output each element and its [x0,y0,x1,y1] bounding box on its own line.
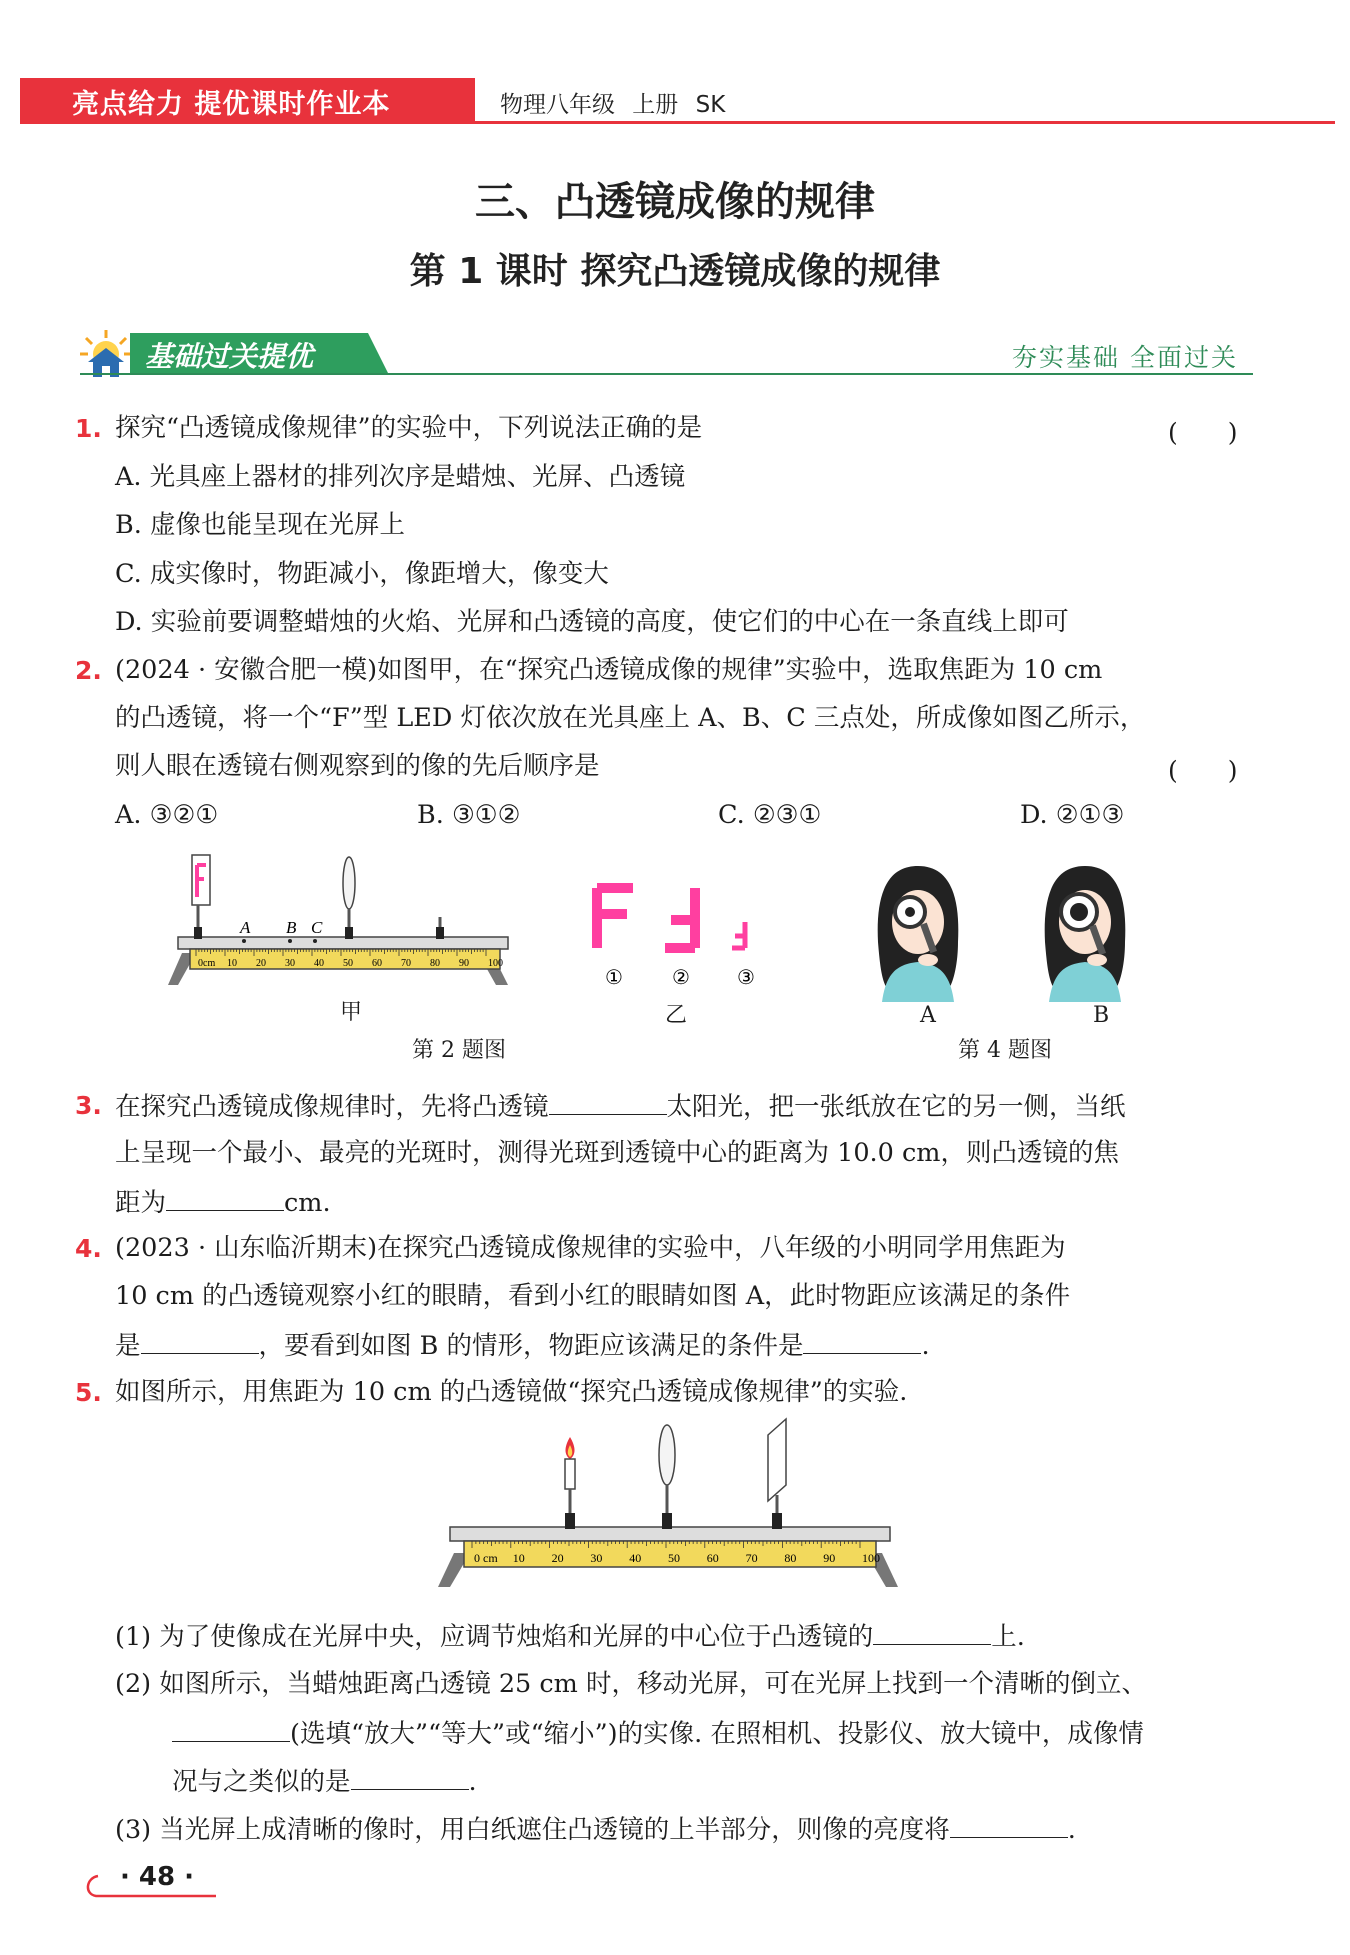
q2-option-d: D. ②①③ [1020,800,1125,830]
figure-5-optical-bench [430,1415,910,1595]
bench-tick-label: 30 [285,958,295,969]
q5-sub3 [115,1811,1076,1847]
lesson-title: 第 1 课时 探究凸透镜成像的规律 [409,251,941,292]
image-1-upright-f [597,888,633,948]
q2-option-b: B. ③①② [417,800,521,830]
q5-blank-2[interactable] [172,1715,290,1742]
figure-4-caption: 第 4 题图 [958,1038,1052,1063]
bench5-tick-label: 30 [590,1551,603,1565]
q1-option-c: C. 成实像时，物距减小，像距增大，像变大 [115,559,609,589]
q4-number: 4. [75,1234,102,1263]
q1-stem: 探究“凸透镜成像规律”的实验中，下列说法正确的是 [115,413,703,443]
bench5-tick-label: 70 [745,1551,758,1565]
point-label-c: C [311,918,323,937]
q5-text-3a: (3) 当光屏上成清晰的像时，用白纸遮住凸透镜的上半部分，则像的亮度将 [115,1815,950,1845]
q5-blank-3[interactable] [351,1763,469,1790]
q5-sub2-line-2 [172,1715,1144,1751]
q2-option-c: C. ②③① [718,800,822,830]
bench5-tick-label: 10 [512,1551,525,1565]
q5-blank-4[interactable] [950,1811,1068,1838]
header-brand: 亮点给力 提优课时作业本 [72,89,391,120]
q2-line-1: (2024 · 安徽合肥一模)如图甲，在“探究凸透镜成像的规律”实验中，选取焦距为 10 cm [115,655,1103,685]
figure-2-caption: 第 2 题图 [412,1038,506,1063]
point-label-a: A [240,918,251,937]
q5-text-1a: (1) 为了使像成在光屏中央，应调节烛焰和光屏的中心位于凸透镜的 [115,1622,874,1652]
q4-line-3 [115,1327,930,1363]
q4-text-3c: . [921,1331,930,1361]
q5-text-3b: . [1067,1815,1076,1845]
bench-tick-label: 0cm [198,958,216,969]
point-label-b: B [286,918,297,937]
bench5-tick-label: 90 [823,1551,836,1565]
q4-blank-2[interactable] [803,1327,921,1354]
figure-yi-label: 乙 [665,1003,688,1028]
q2-number: 2. [75,656,102,685]
bench-tick-label: 60 [372,958,382,969]
figure-jia-label: 甲 [340,1000,363,1025]
header-rule [20,121,1335,124]
section-rule [80,373,1253,375]
section-label: 基础过关提优 [145,340,314,373]
q5-text-2c: 况与之类似的是 [172,1767,351,1797]
q3-text-3a: 距为 [115,1188,167,1218]
q3-number: 3. [75,1091,102,1120]
q2-option-a: A. ③②① [115,800,219,830]
q1-option-a: A. 光具座上器材的排列次序是蜡烛、光屏、凸透镜 [115,462,686,492]
image-num-3: ③ [737,965,755,989]
q3-blank-1[interactable] [549,1088,667,1115]
q1-number: 1. [75,414,102,443]
house-lightbulb-icon [78,328,134,378]
page-number: · 48 · [120,1862,195,1892]
q2-line-2: 的凸透镜，将一个“F”型 LED 灯依次放在光具座上 A、B、C 三点处，所成像如图乙所示， [115,703,1146,733]
bench-tick-label: 70 [401,958,411,969]
bench5-tick-label: 20 [551,1551,564,1565]
bench5-tick-label: 80 [784,1551,797,1565]
section-slogan: 夯实基础 全面过关 [1012,343,1238,372]
q3-text-1a: 在探究凸透镜成像规律时，先将凸透镜 [115,1092,549,1122]
chapter-title: 三、凸透镜成像的规律 [475,179,875,225]
bench5-tick-label: 40 [629,1551,642,1565]
bench5-tick-label: 50 [668,1551,680,1565]
q3-line-3 [115,1184,331,1220]
bench-tick-label: 90 [459,958,469,969]
face-a-illustration [868,862,968,1002]
bench-tick-label: 40 [314,958,324,969]
q5-sub2-line-1: (2) 如图所示，当蜡烛距离凸透镜 25 cm 时，移动光屏，可在光屏上找到一个清晰的倒立、 [115,1669,1147,1699]
q1-option-d: D. 实验前要调整蜡烛的火焰、光屏和凸透镜的高度，使它们的中心在一条直线上即可 [115,607,1069,637]
bench5-tick-label: 60 [706,1551,719,1565]
q3-line-1 [115,1088,1126,1124]
header-book-info: 物理八年级 上册 SK [500,92,726,118]
q5-text-1b: 上. [991,1622,1025,1652]
q4-text-3b: ，要看到如图 B 的情形，物距应该满足的条件是 [258,1331,804,1361]
q4-line-2: 10 cm 的凸透镜观察小红的眼睛，看到小红的眼睛如图 A，此时物距应该满足的条件 [115,1281,1071,1311]
q4-blank-1[interactable] [141,1327,259,1354]
face-b-illustration [1035,862,1135,1002]
image-3-small-inverted-f [732,922,745,948]
q5-number: 5. [75,1378,102,1407]
bench-tick-label: 80 [430,958,440,969]
bench5-tick-label: 100 [862,1551,880,1565]
q3-text-1b: 太阳光，把一张纸放在它的另一侧，当纸 [666,1092,1126,1122]
face-label-b: B [1093,1003,1110,1028]
q5-sub1 [115,1618,1025,1654]
q1-answer-paren[interactable]: ( ) [1168,418,1238,447]
q5-blank-1[interactable] [873,1618,991,1645]
image-num-2: ② [672,965,690,989]
header-band-tip [440,78,474,124]
q5-stem: 如图所示，用焦距为 10 cm 的凸透镜做“探究凸透镜成像规律”的实验. [115,1377,908,1407]
figure-yi-images [585,880,775,990]
q3-text-3b: cm. [284,1188,331,1218]
face-label-a: A [920,1003,936,1028]
q4-text-3a: 是 [115,1331,141,1361]
bench-tick-label: 20 [256,958,266,969]
q1-option-b: B. 虚像也能呈现在光屏上 [115,510,405,540]
q3-blank-2[interactable] [166,1184,284,1211]
q2-line-3: 则人眼在透镜右侧观察到的像的先后顺序是 [115,751,600,781]
image-num-1: ① [605,965,623,989]
image-2-inverted-f [665,888,695,948]
q5-sub2-line-3 [172,1763,477,1799]
bench5-tick-label: 0 cm [474,1551,498,1565]
q2-answer-paren[interactable]: ( ) [1168,756,1238,785]
q3-line-2: 上呈现一个最小、最亮的光斑时，测得光斑到透镜中心的距离为 10.0 cm，则凸透镜的焦 [115,1138,1119,1168]
bench-tick-label: 10 [227,958,237,969]
q4-line-1: (2023 · 山东临沂期末)在探究凸透镜成像规律的实验中，八年级的小明同学用焦距为 [115,1233,1066,1263]
bench-tick-label: 50 [343,958,353,969]
q5-text-2b: (选填“放大”“等大”或“缩小”)的实像. 在照相机、投影仪、放大镜中，成像情 [290,1719,1144,1749]
bench-tick-label: 100 [488,958,503,969]
q5-text-2d: . [468,1767,477,1797]
